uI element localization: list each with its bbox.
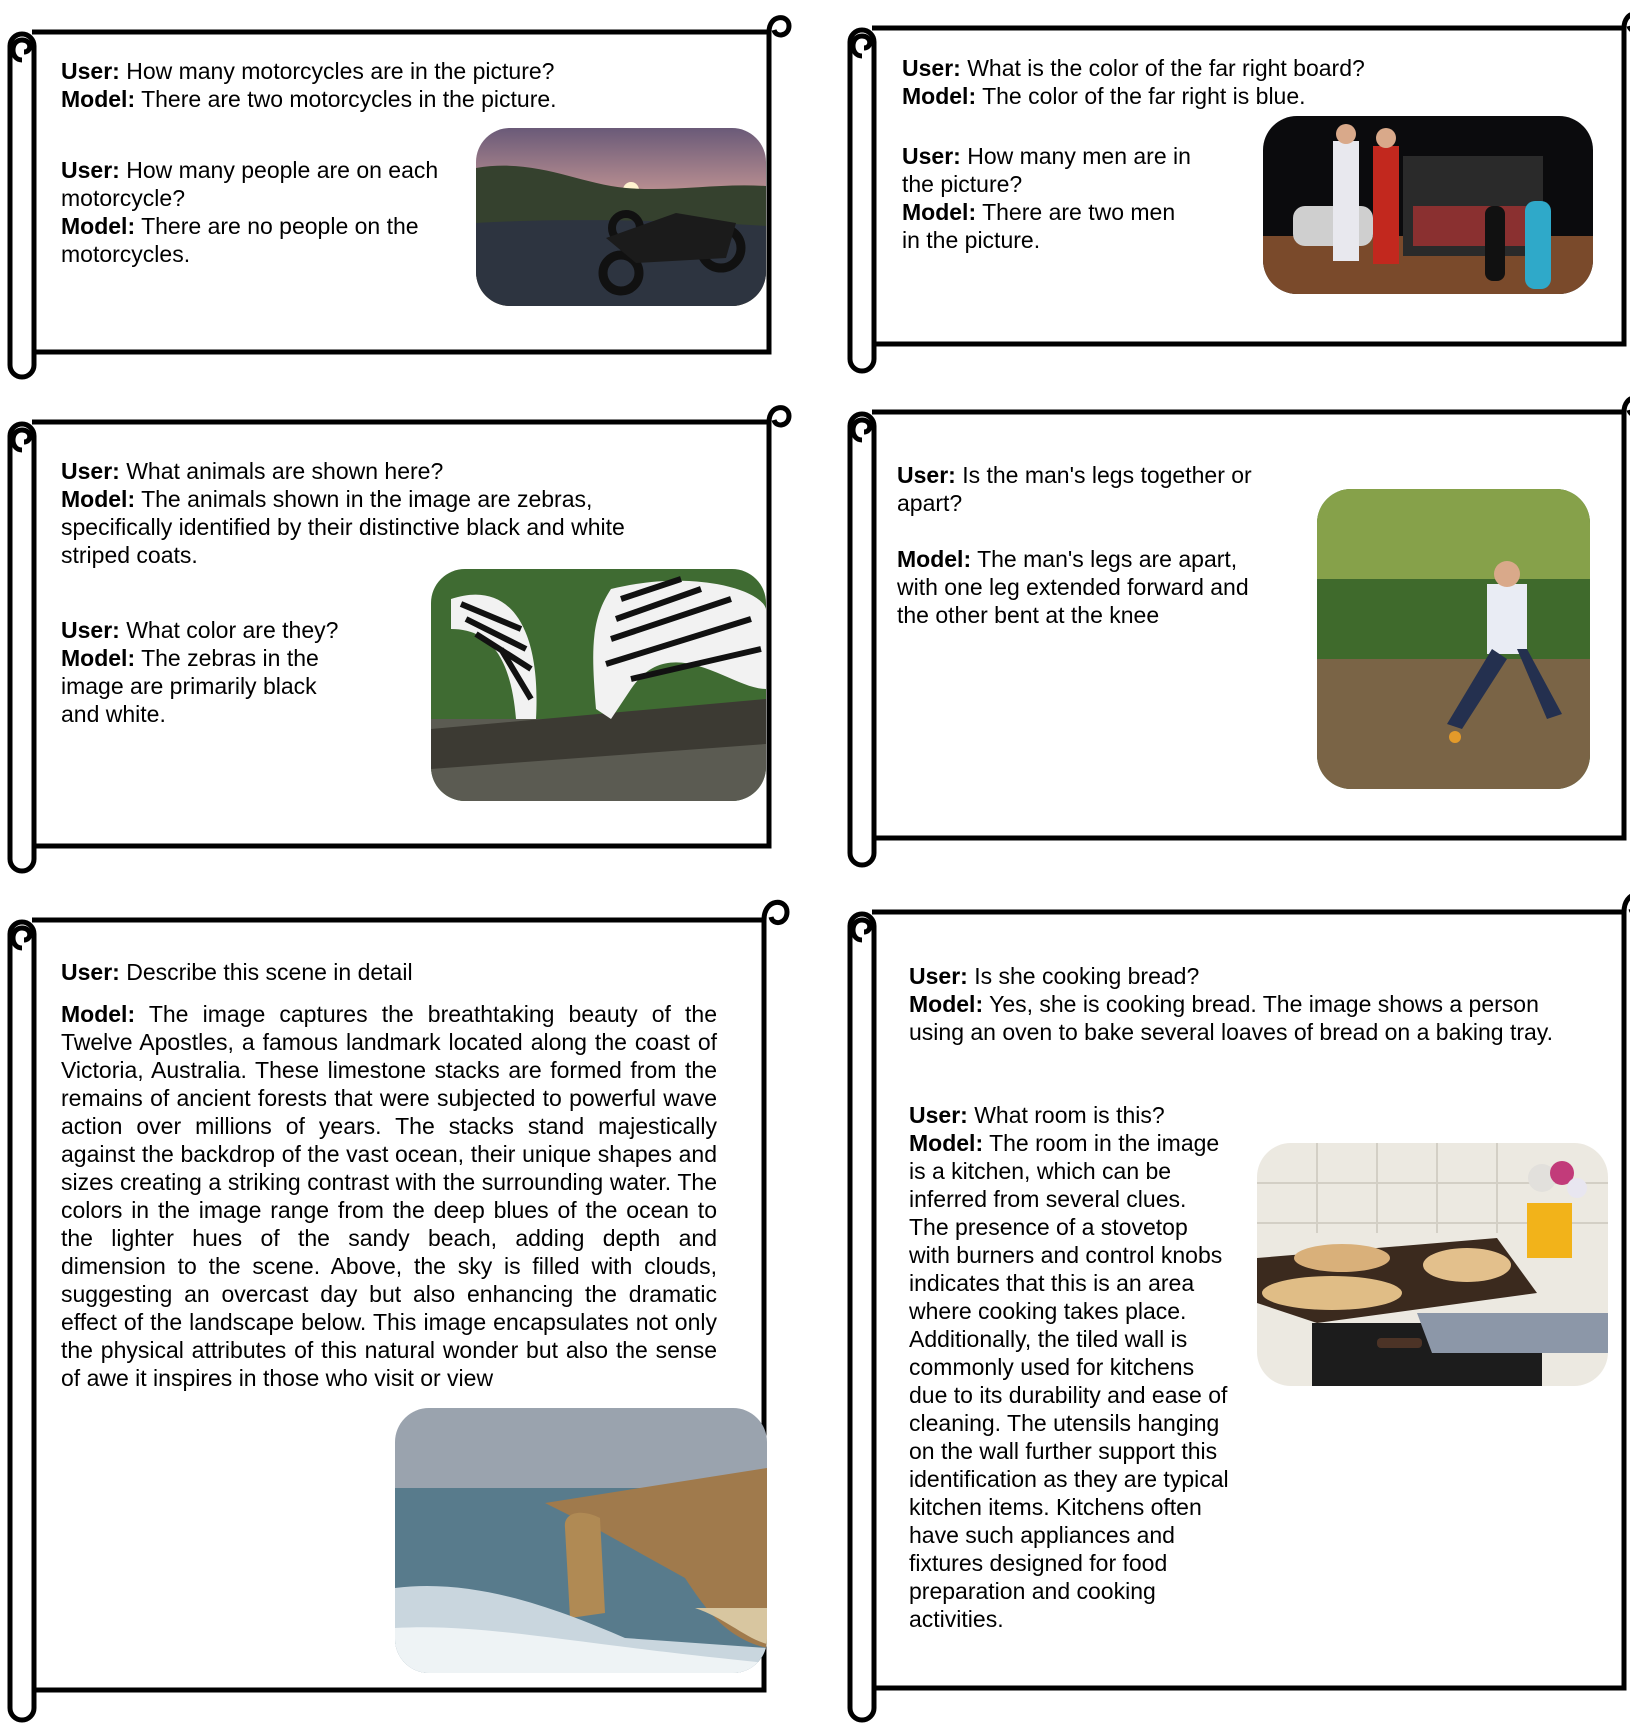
model-message: The man's legs are apart, with one leg extended forward and the other bent at the knee <box>897 546 1249 628</box>
scroll-panel-twelve-apostles <box>4 884 790 1725</box>
user-label: User: <box>902 143 961 169</box>
user-label: User: <box>61 959 120 985</box>
user-message: How many motorcycles are in the picture? <box>126 58 555 84</box>
user-message: What color are they? <box>126 617 339 643</box>
model-label: Model: <box>61 86 136 112</box>
model-message: The color of the far right is blue. <box>982 83 1306 109</box>
model-label: Model: <box>61 645 136 671</box>
scroll-panel-zebras <box>4 394 794 876</box>
model-label: Model: <box>902 199 977 225</box>
model-label: Model: <box>61 213 136 239</box>
model-label: Model: <box>902 83 977 109</box>
user-message: How many men are in the picture? <box>902 143 1191 197</box>
model-message: The animals shown in the image are zebras, specifically identified by their distinctive black and white striped coats. <box>61 486 625 568</box>
scroll-panel-motorcycles <box>4 4 794 382</box>
user-label: User: <box>909 1102 968 1128</box>
motorcycles-photo <box>476 128 766 306</box>
model-message: There are two men in the picture. <box>902 199 1176 253</box>
zebras-photo <box>431 569 766 801</box>
user-message: What room is this? <box>974 1102 1165 1128</box>
user-label: User: <box>902 55 961 81</box>
model-label: Model: <box>909 1130 984 1156</box>
model-message: Yes, she is cooking bread. The image shows a person using an oven to bake several loaves of bread on a baking tray. <box>909 991 1553 1045</box>
twelve-apostles-photo <box>395 1408 767 1673</box>
user-message: Is she cooking bread? <box>974 963 1200 989</box>
user-message: What animals are shown here? <box>126 458 444 484</box>
user-message: What is the color of the far right board? <box>967 55 1365 81</box>
user-message: Describe this scene in detail <box>126 959 413 985</box>
men-boards-photo <box>1263 116 1593 294</box>
model-label: Model: <box>61 1001 136 1027</box>
model-message: The zebras in the image are primarily black and white. <box>61 645 319 727</box>
model-message: There are two motorcycles in the picture. <box>141 86 557 112</box>
model-message: The image captures the breathtaking beauty of the Twelve Apostles, a famous landmark located along the coast of Victoria, Australia. These limestone stacks are formed from the remains of ancient forests that were subjected to powerful wave action over millions of years. The stacks stand majestically against the backdrop of the vast ocean, their unique shapes and sizes creating a striking contrast with the surrounding water. The colors in the image range from the deep blues of the ocean to the lighter hues of the sandy beach, adding depth and dimension to the scene. Above, the sky is filled with clouds, suggesting an overcast day but also enhancing the dramatic effect of the landscape below. This image encapsulates not only the physical attributes of this natural wonder but also the sense of awe it inspires in those who visit or view <box>61 1001 717 1391</box>
user-label: User: <box>61 58 120 84</box>
model-label: Model: <box>909 991 984 1017</box>
scroll-panel-kitchen-bread <box>844 876 1630 1725</box>
scroll-panel-men-boards <box>844 0 1630 376</box>
user-label: User: <box>897 462 956 488</box>
scroll-panel-man-legs <box>844 384 1630 870</box>
user-message: How many people are on each motorcycle? <box>61 157 439 211</box>
model-message: There are no people on the motorcycles. <box>61 213 419 267</box>
user-label: User: <box>909 963 968 989</box>
user-message: Is the man's legs together or apart? <box>897 462 1252 516</box>
model-message: The room in the image is a kitchen, which can be inferred from several clues. The presence of a stovetop with burners and control knobs indicates that this is an area where cooking takes place. Additionally, the tiled wall is commonly used for kitchens due to its durability and ease of cleaning. The utensils hanging on the wall further support this identification as they are typical kitchen items. Kitchens often have such appliances and fixtures designed for food preparation and cooking activities. <box>909 1130 1229 1632</box>
user-label: User: <box>61 458 120 484</box>
model-label: Model: <box>61 486 136 512</box>
user-label: User: <box>61 157 120 183</box>
user-label: User: <box>61 617 120 643</box>
kitchen-bread-photo <box>1257 1143 1608 1386</box>
man-legs-photo <box>1317 489 1590 789</box>
model-label: Model: <box>897 546 972 572</box>
